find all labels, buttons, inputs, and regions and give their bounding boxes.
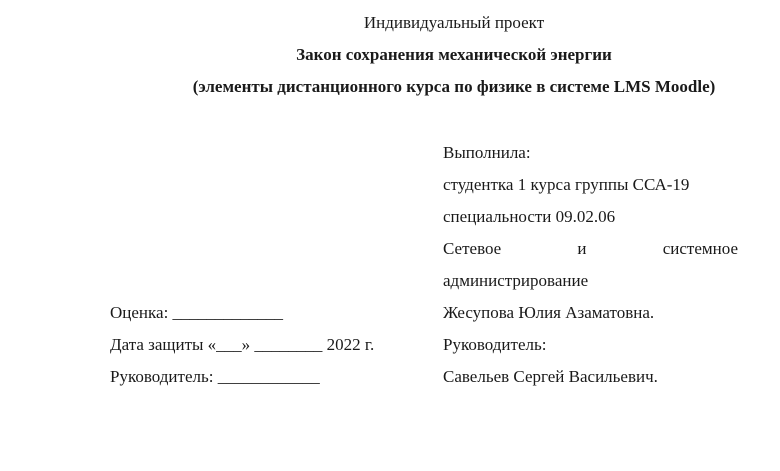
- supervisor-signature-field: Руководитель: ____________: [110, 367, 320, 386]
- project-title: Закон сохранения механической энергии: [296, 45, 612, 64]
- project-type: Индивидуальный проект: [363, 13, 545, 32]
- specialty-word-2: и: [577, 239, 587, 258]
- grading-block: [110, 303, 430, 399]
- author-name: Жесупова Юлия Азаматовна.: [443, 303, 655, 322]
- author-specialty-name-cont: администрирование: [443, 271, 589, 290]
- specialty-word-3: системное: [662, 239, 738, 258]
- grade-field: Оценка: _____________: [110, 303, 284, 322]
- author-label: Выполнила:: [443, 143, 531, 162]
- supervisor-label: Руководитель:: [443, 335, 547, 354]
- supervisor-name: Савельев Сергей Васильевич.: [443, 367, 658, 386]
- author-block: [443, 143, 738, 399]
- author-specialty-name: [443, 239, 738, 271]
- project-subtitle: (элементы дистанционного курса по физике в системе LMS Moodle): [192, 77, 716, 96]
- specialty-word-1: Сетевое: [443, 239, 502, 258]
- author-specialty-code: специальности 09.02.06: [443, 207, 616, 226]
- defense-date-field: Дата защиты «___» ________ 2022 г.: [110, 335, 375, 354]
- author-course-group: студентка 1 курса группы ССА-19: [443, 175, 690, 194]
